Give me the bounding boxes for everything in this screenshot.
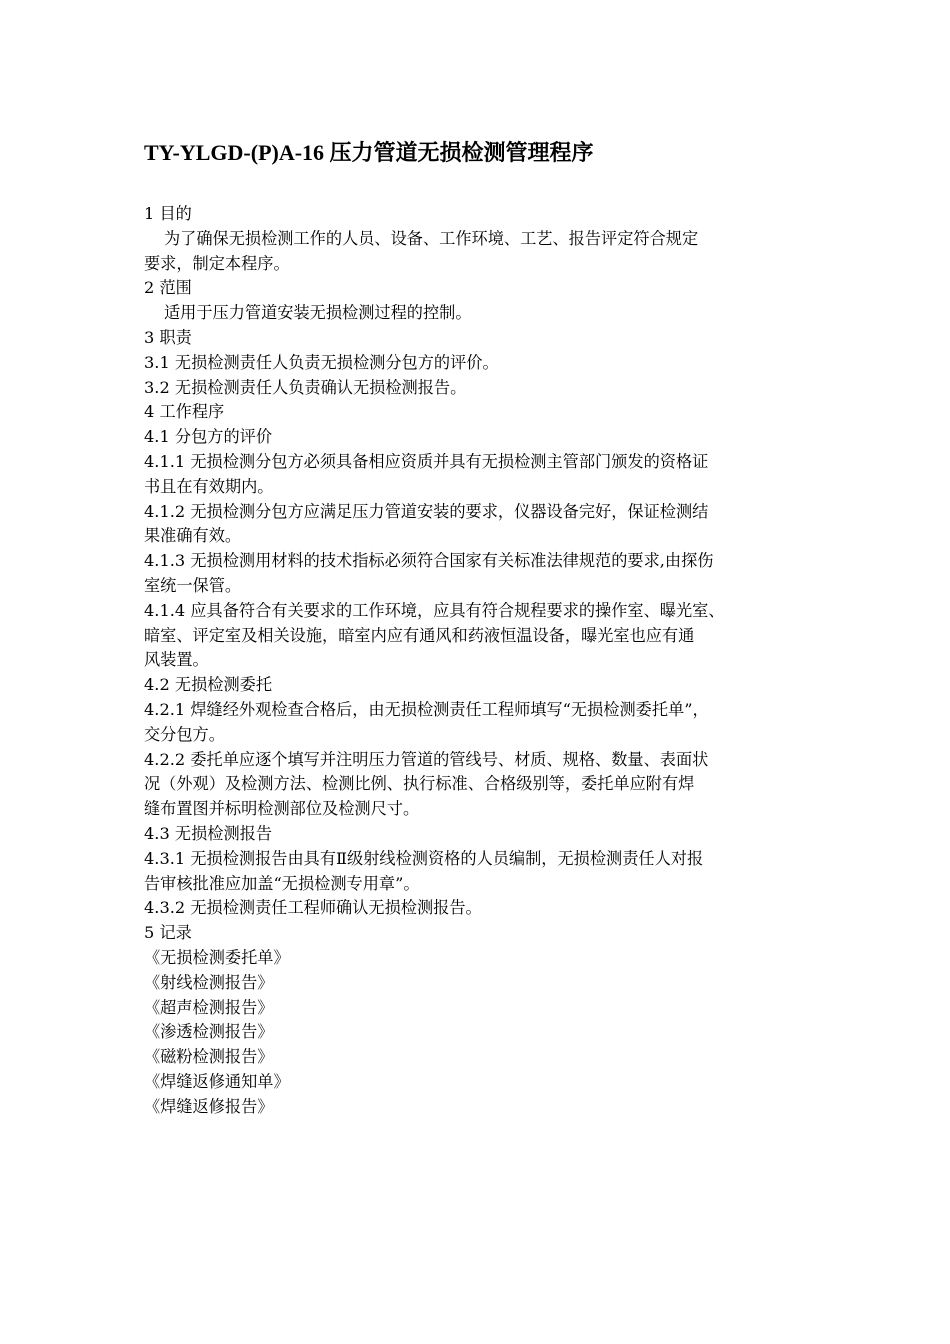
record-item: 《无损检测委托单》 [144,947,290,967]
paragraph-line: 4.3.2 无损检测责任工程师确认无损检测报告。 [144,898,482,918]
paragraph-line: 况（外观）及检测方法、检测比例、执行标准、合格级别等，委托单应附有焊 [144,774,695,794]
paragraph-line: 书且在有效期内。 [144,476,274,496]
record-item: 《焊缝返修报告》 [144,1096,274,1116]
paragraph-line: 风装置。 [144,650,209,670]
paragraph-line: 4.1.1 无损检测分包方必须具备相应资质并具有无损检测主管部门颁发的资格证 [144,451,709,471]
paragraph-line: 3.1 无损检测责任人负责无损检测分包方的评价。 [144,352,499,372]
paragraph-line: 4.1.3 无损检测用材料的技术指标必须符合国家有关标准法律规范的要求,由探伤 [144,551,714,571]
paragraph-line: 适用于压力管道安装无损检测过程的控制。 [164,303,472,323]
paragraph-line: 室统一保管。 [144,575,242,595]
document-body [144,202,824,1119]
record-item: 《超声检测报告》 [144,997,274,1017]
subsection-heading: 4.2 无损检测委托 [144,675,273,695]
paragraph-line: 4.2.2 委托单应逐个填写并注明压力管道的管线号、材质、规格、数量、表面状 [144,749,709,769]
section-heading-purpose: 1 目的 [144,204,192,223]
subsection-heading: 4.1 分包方的评价 [144,427,273,447]
record-item: 《渗透检测报告》 [144,1022,274,1042]
paragraph-line: 交分包方。 [144,724,225,744]
subsection-heading: 4.3 无损检测报告 [144,823,273,843]
paragraph-line: 3.2 无损检测责任人负责确认无损检测报告。 [144,377,467,397]
record-item: 《射线检测报告》 [144,972,274,992]
paragraph-line: 4.1.2 无损检测分包方应满足压力管道安装的要求，仪器设备完好，保证检测结 [144,501,709,521]
record-item: 《焊缝返修通知单》 [144,1071,290,1091]
paragraph-line: 4.2.1 焊缝经外观检查合格后，由无损检测责任工程师填写“无损检测委托单”， [144,699,709,719]
paragraph-line: 缝布置图并标明检测部位及检测尺寸。 [144,799,420,819]
section-heading-records: 5 记录 [144,923,192,943]
paragraph-line: 4.3.1 无损检测报告由具有Ⅱ级射线检测资格的人员编制，无损检测责任人对报 [144,848,704,868]
paragraph-line: 果准确有效。 [144,526,242,546]
section-heading-procedure: 4 工作程序 [144,402,225,422]
paragraph-line: 暗室、评定室及相关设施，暗室内应有通风和药液恒温设备，曝光室也应有通 [144,625,695,645]
record-item: 《磁粉检测报告》 [144,1047,274,1067]
paragraph-line: 要求，制定本程序。 [144,253,290,273]
document-title: TY-YLGD-(P)A-16 压力管道无损检测管理程序 [144,140,594,165]
paragraph-line: 告审核批准应加盖“无损检测专用章”。 [144,873,420,893]
paragraph-line: 4.1.4 应具备符合有关要求的工作环境，应具有符合规程要求的操作室、曝光室、 [144,600,725,620]
paragraph-line: 为了确保无损检测工作的人员、设备、工作环境、工艺、报告评定符合规定 [164,228,699,248]
section-heading-scope: 2 范围 [144,278,192,298]
section-heading-responsibility: 3 职责 [144,327,192,347]
